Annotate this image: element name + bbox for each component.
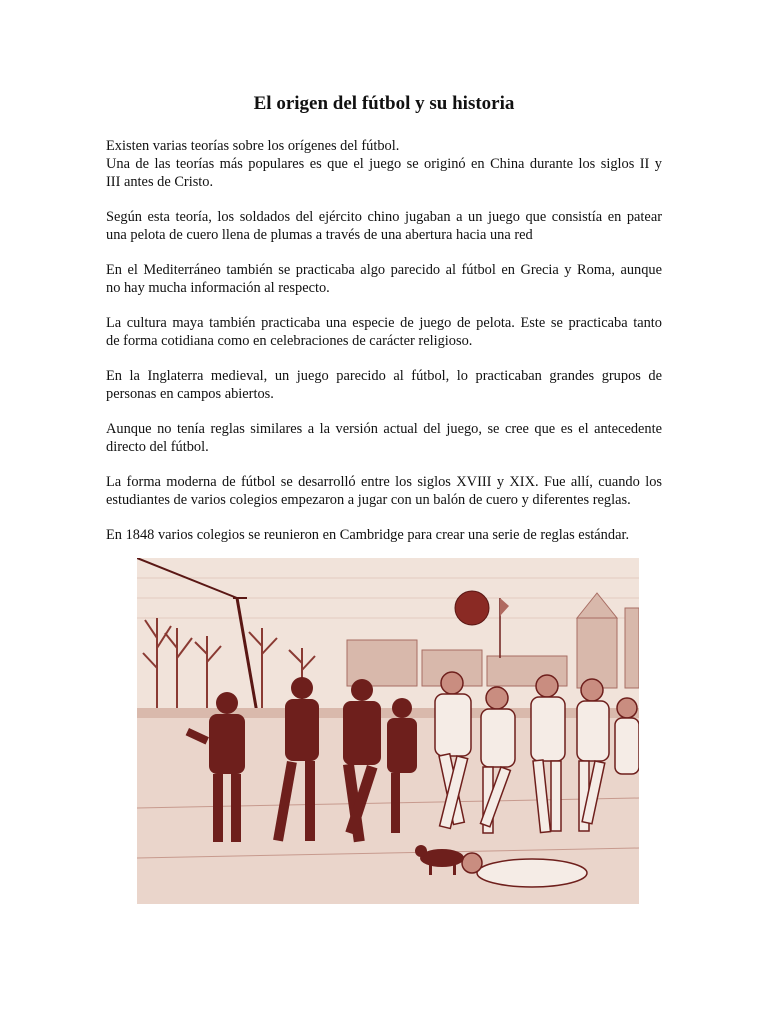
- text-line: Aunque no tenía reglas similares a la versión actual del juego, se cree que es el antecedente: [106, 421, 662, 437]
- text-line: directo del fútbol.: [106, 439, 209, 455]
- text-line: Una de las teorías más populares es que el juego se originó en China durante los siglos II y: [106, 156, 662, 172]
- paragraph-8: [106, 526, 662, 544]
- text-line: no hay mucha información al respecto.: [106, 280, 330, 296]
- text-line: Según esta teoría, los soldados del ejército chino jugaban a un juego que consistía en patear: [106, 209, 662, 225]
- text-line: de forma cotidiana como en celebraciones de carácter religioso.: [106, 333, 473, 349]
- ball-graphic: [455, 591, 489, 625]
- paragraph-7: [106, 473, 662, 509]
- football-engraving-image: [137, 558, 639, 904]
- paragraph-4: [106, 314, 662, 350]
- text-line: estudiantes de varios colegios empezaron a jugar con un balón de cuero y diferentes reglas.: [106, 492, 631, 508]
- text-line: La cultura maya también practicaba una especie de juego de pelota. Este se practicaba tanto: [106, 315, 662, 331]
- paragraph-2: [106, 208, 662, 244]
- text-line: En 1848 varios colegios se reunieron en Cambridge para crear una serie de reglas estándar.: [106, 527, 630, 543]
- text-line: En la Inglaterra medieval, un juego parecido al fútbol, lo practicaban grandes grupos de: [106, 368, 662, 384]
- text-line: Existen varias teorías sobre los orígenes del fútbol.: [106, 138, 400, 154]
- paragraph-5: [106, 367, 662, 403]
- text-line: III antes de Cristo.: [106, 174, 214, 190]
- paragraph-1: [106, 137, 662, 191]
- paragraph-3: [106, 261, 662, 297]
- article-body: [106, 137, 662, 561]
- text-line: personas en campos abiertos.: [106, 386, 274, 402]
- text-line: una pelota de cuero llena de plumas a través de una abertura hacia una red: [106, 227, 533, 243]
- text-line: La forma moderna de fútbol se desarrolló entre los siglos XVIII y XIX. Fue allí, cuando los: [106, 474, 662, 490]
- text-line: En el Mediterráneo también se practicaba algo parecido al fútbol en Grecia y Roma, aunque: [106, 262, 662, 278]
- paragraph-6: [106, 420, 662, 456]
- page-title: El origen del fútbol y su historia: [253, 93, 515, 114]
